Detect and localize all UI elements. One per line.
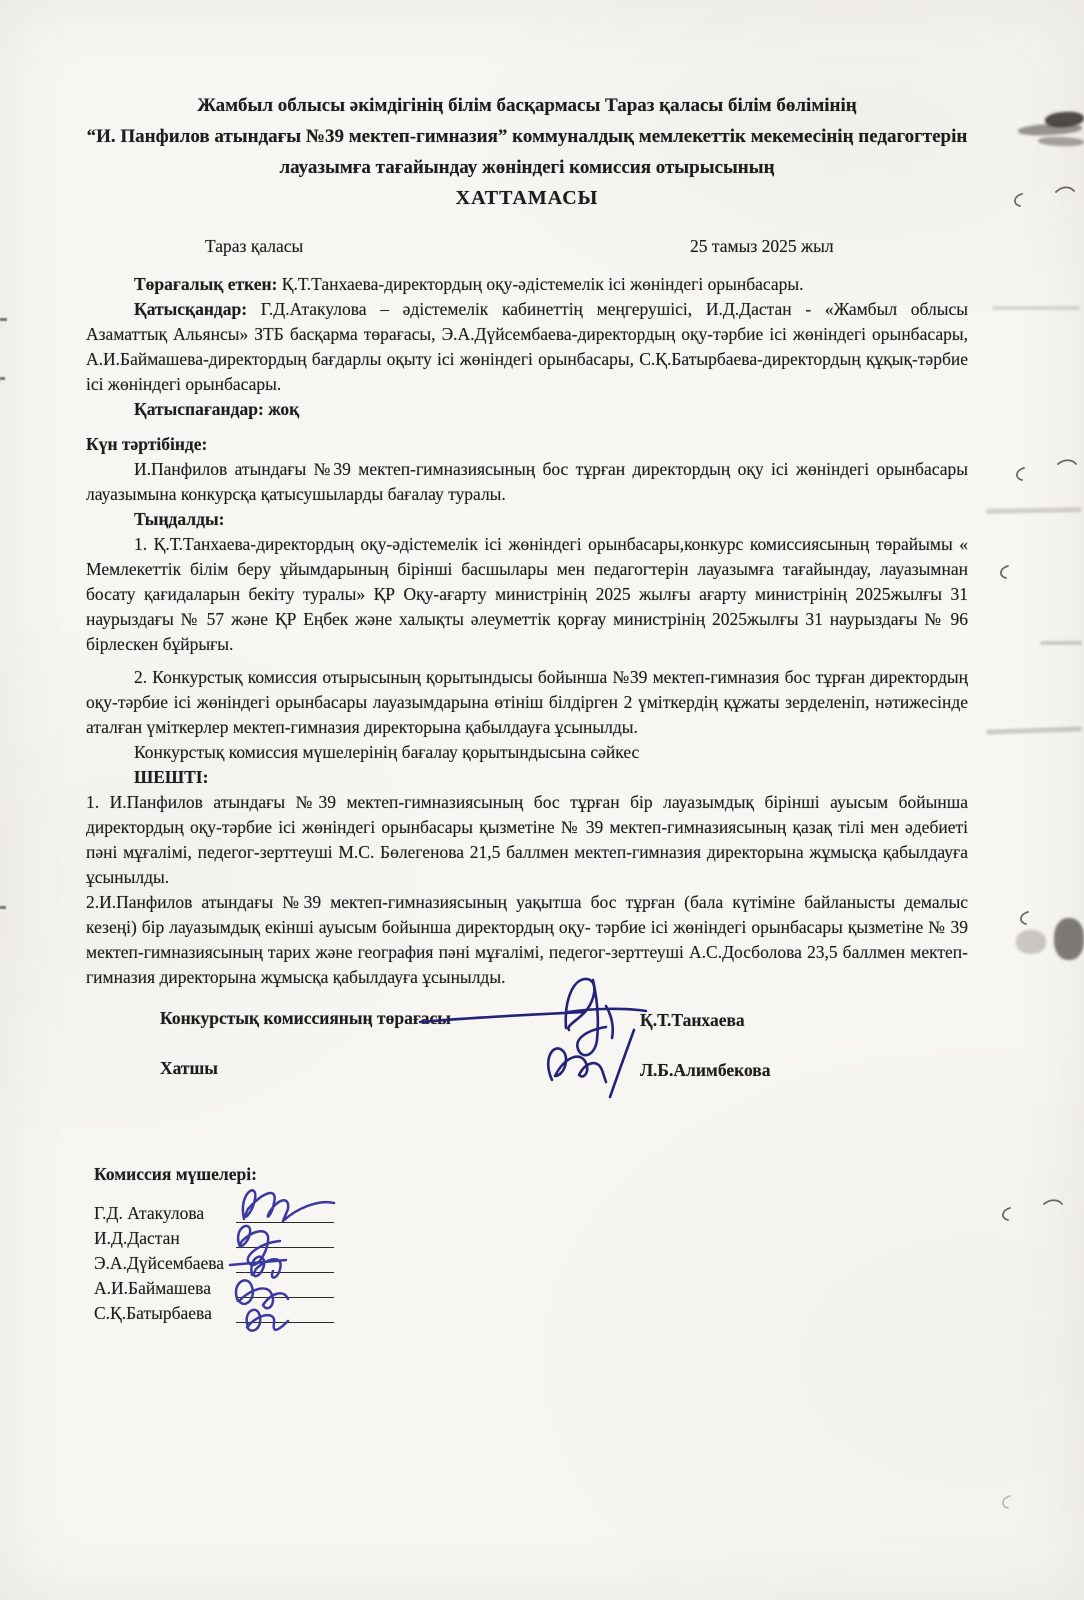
secretary-name: Л.Б.Алимбекова xyxy=(640,1060,771,1080)
member-name: С.Қ.Батырбаева xyxy=(94,1303,212,1323)
members-list xyxy=(94,1201,354,1326)
absent-text: жоқ xyxy=(263,399,300,419)
absent-label: Қатыспағандар: xyxy=(134,399,264,419)
members-section xyxy=(86,1162,968,1326)
member-signature-line xyxy=(236,1322,334,1323)
title-line-1: Жамбыл облысы әкімдігінің білім басқармасы Тараз қаласы білім бөлімінің xyxy=(197,95,857,116)
member-name: И.Д.Дастан xyxy=(94,1228,180,1248)
member-row xyxy=(94,1226,354,1251)
scan-streak xyxy=(986,726,1082,734)
heard-conclusion: Конкурстық комиссия мүшелерінің бағалау қорытындысына сәйкес xyxy=(134,742,640,762)
agenda-heading: Күн тәртібінде: xyxy=(86,434,208,454)
chair-signature-row xyxy=(86,1006,968,1034)
decision-heading: ШЕШТІ: xyxy=(134,767,209,787)
member-signature-line xyxy=(236,1297,334,1298)
member-row xyxy=(94,1301,354,1326)
present-label: Қатысқандар: xyxy=(134,299,248,319)
attendance-chair-line xyxy=(86,272,968,297)
member-signature-line xyxy=(236,1222,334,1223)
scan-edge-mark xyxy=(0,318,7,321)
chair-label: Төрағалық еткен: xyxy=(134,274,278,294)
place-name: Тараз қаласы xyxy=(205,236,304,256)
scan-streak xyxy=(1040,641,1082,645)
heard-item-2: 2. Конкурстық комиссия отырысының қорытындысы бойынша №39 мектеп-гимназия бос тұрған директордың оқу-тәрбие ісі жөніндегі орынбасары лауазымдарына өтініш білдірген 2 үміткердің құжаты зерделеніп, нәтижесінде аталған үміткерлер мектеп-гимназия директорына қабылдауға ұсынылды. xyxy=(86,667,968,737)
place-date-row xyxy=(86,234,968,260)
scan-smudge xyxy=(1045,111,1084,129)
member-name: Г.Д. Атакулова xyxy=(94,1203,205,1223)
document-body xyxy=(86,90,968,1326)
agenda-text: И.Панфилов атындағы №39 мектеп-гимназиясының бос тұрған директордың оқу ісі жөніндегі орынбасары лауазымына конкурсқа қатысушыларды бағалау туралы. xyxy=(86,459,968,504)
member-signature-line xyxy=(236,1247,334,1248)
scan-streak xyxy=(986,507,1082,514)
title-line-2: “И. Панфилов атындағы №39 мектеп-гимназия” коммуналдық мемлекеттік мекемесінің педагогтерін xyxy=(86,126,968,147)
members-heading: Комиссия мүшелері: xyxy=(94,1164,257,1184)
secretary-label: Хатшы xyxy=(160,1058,218,1078)
scan-blob xyxy=(1016,930,1046,954)
document-type-heading: ХАТТАМАСЫ xyxy=(455,187,599,209)
document-date: 25 тамыз 2025 жыл xyxy=(690,236,834,256)
document-title xyxy=(86,90,968,183)
member-row xyxy=(94,1201,354,1226)
scan-streak xyxy=(992,306,1080,310)
secretary-signature-row xyxy=(86,1056,968,1084)
attendance-absent-line xyxy=(86,397,968,422)
scan-blob xyxy=(1054,918,1084,960)
heard-heading: Тыңдалды: xyxy=(134,509,225,529)
member-name: А.И.Баймашева xyxy=(94,1278,211,1298)
scan-edge-mark xyxy=(0,906,6,909)
scan-smudge xyxy=(1018,122,1082,136)
heard-item-1: 1. Қ.Т.Танхаева-директордың оқу-әдістемелік ісі жөніндегі орынбасары,конкурс комиссиясының төрайымы « Мемлекеттік білім беру ұйымдарының бірінші басшылары мен педагогтерін лауазымға тағайындау, лауазымнан босату қағидаларын бекіту туралы» ҚР Оқу-ағарту министрінің 2025 жылғы ағарту министрінің 2025жылғы 31 наурыздағы № 57 және ҚР Еңбек және халықты әлеуметтік қорғау министрінің 2025жылғы 31 наурыздағы № 96 бірлескен бұйрығы. xyxy=(86,534,968,654)
decision-item-1: 1. И.Панфилов атындағы №39 мектеп-гимназиясының бос тұрған бір лауазымдық бірінші ауысым бойынша директордың оқу-тәрбие ісі жөніндегі орынбасары қызметіне № 39 мектеп-гимназиясының қазақ тілі мен әдебиеті пәні мұғалімі, педегог-зерттеуші М.С. Бөлегенова 21,5 баллмен мектеп-гимназия директорына жұмысқа қабылдауға ұсынылды. xyxy=(86,792,968,887)
chair-text: Қ.Т.Танхаева-директордың оқу-әдістемелік ісі жөніндегі орынбасары. xyxy=(277,274,804,294)
decision-item-2: 2.И.Панфилов атындағы №39 мектеп-гимназиясының уақытша бос тұрған (бала күтіміне байланысты демалыс кезеңі) бір лауазымдық екінші ауысым бойынша директордың оқу- тәрбие ісі жөніндегі орынбасары қызметіне № 39 мектеп-гимназиясының тарих және география пәні мұғалімі, педегог-зерттеуші А.С.Досболова 23,5 баллмен мектеп-гимназия директорына жұмысқа қабылдауға ұсынылды. xyxy=(86,892,968,987)
attendance-present-line xyxy=(86,297,968,397)
member-row xyxy=(94,1276,354,1301)
present-text: Г.Д.Атакулова – әдістемелік кабинеттің меңгерушісі, И.Д.Дастан - «Жамбыл облысы Азаматтық Альянсы» ЗТБ басқарма төрағасы, Э.А.Дүйсембаева-директордың оқу-тәрбие ісі жөніндегі орынбасары, А.И.Баймашева-директордың бағдарлы оқыту ісі жөніндегі орынбасары, С.Қ.Батырбаева-директордың құқық-тәрбие ісі жөніндегі орынбасары. xyxy=(86,299,968,394)
scan-smudge xyxy=(1038,136,1084,147)
scan-edge-mark xyxy=(0,377,5,380)
chair-signature-label: Конкурстық комиссияның төрағасы xyxy=(160,1008,451,1028)
member-name: Э.А.Дүйсембаева xyxy=(94,1253,225,1273)
title-line-3: лауазымға тағайындау жөніндегі комиссия отырысының xyxy=(279,157,775,178)
chair-name: Қ.Т.Танхаева xyxy=(640,1010,745,1030)
member-row xyxy=(94,1251,354,1276)
member-signature-line xyxy=(236,1272,334,1273)
